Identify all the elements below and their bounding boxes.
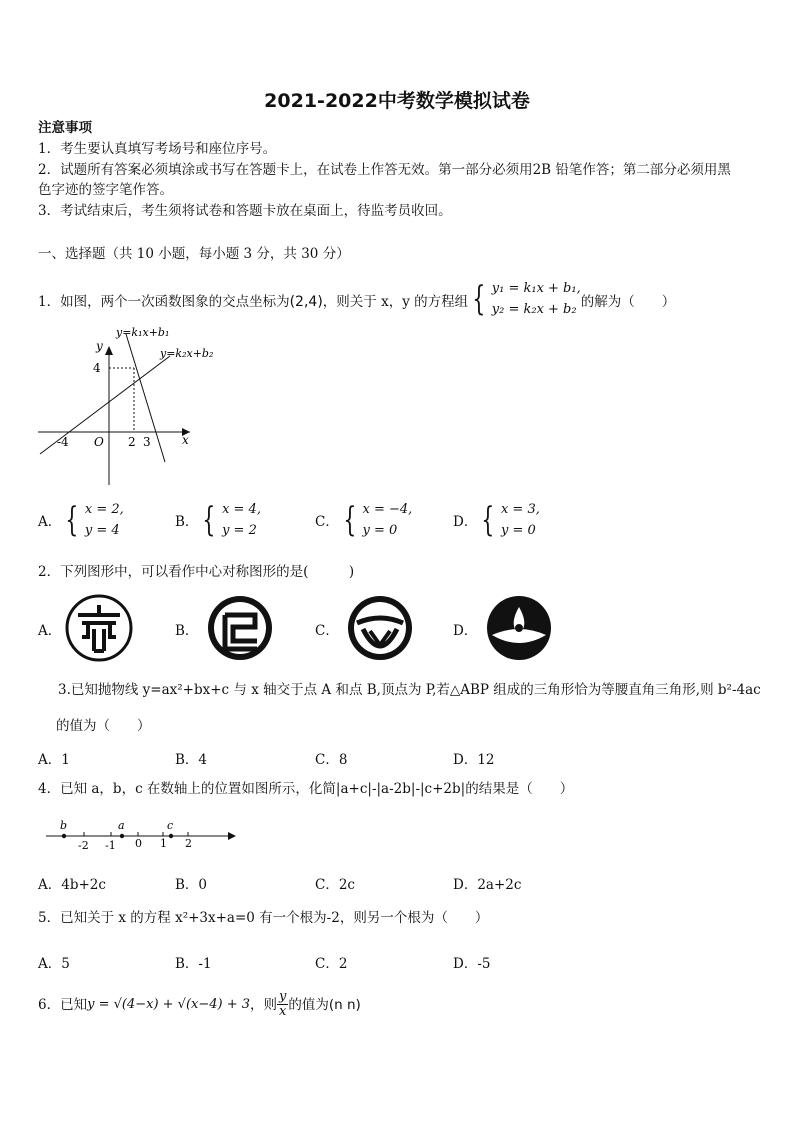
q4-option-c[interactable]: C．2c [315,877,355,893]
notice-item-2-cont: 色字迹的签字笔作答。 [38,182,173,198]
tick-neg4: -4 [57,435,69,449]
q1-d-l1: x = 3, [500,502,540,517]
q1-function-graph [30,320,220,490]
q4-option-a[interactable]: A．4b+2c [38,877,106,893]
q1-c-l2: y = 0 [362,523,398,538]
tick-0: 0 [135,837,142,850]
section-heading: 一、选择题（共 10 小题，每小题 3 分，共 30 分） [38,246,350,262]
label-c: c [167,819,174,832]
q6-fraction [277,990,288,1019]
notice-heading: 注意事项 [38,120,92,136]
origin-label: O [94,435,104,449]
q1-option-c-letter: C． [315,514,339,530]
tick-3: 3 [143,435,151,449]
notice-item-3: 3．考试结束后，考生须将试卷和答题卡放在桌面上，待监考员收回。 [38,203,452,219]
q1-d-l2: y = 0 [500,523,536,538]
q3-option-a[interactable]: A．1 [38,752,70,768]
q1-a-l1: x = 2, [84,502,124,517]
q1-option-d[interactable]: D． { x = 3, y = 0 [453,500,540,540]
q2-option-a-letter[interactable]: A． [38,623,62,639]
q6-tail: (n n) [328,996,361,1013]
q2-emblem-b-icon[interactable] [205,593,275,663]
q6-stem-b: ，则 [250,996,278,1013]
line1-label: y=k₁x+b₁ [116,326,170,339]
q2-option-b-letter[interactable]: B． [175,623,199,639]
q2-option-d-letter[interactable]: D． [453,623,478,639]
tick-1: 1 [160,837,167,850]
tick-neg2: -2 [78,839,89,852]
q1-option-d-letter: D． [453,514,478,530]
tick-2: 2 [185,837,192,850]
tick-neg1: -1 [105,839,116,852]
q5-option-c[interactable]: C．2 [315,956,348,972]
q2-option-c-letter[interactable]: C． [315,623,339,639]
q5-option-b[interactable]: B．-1 [175,956,212,972]
q1-option-b-letter: B． [175,514,199,530]
label-b: b [60,819,68,832]
y-axis-label: y [96,339,103,353]
q6-denominator: x [279,1004,287,1019]
q1-option-a[interactable]: A． { x = 2, y = 4 [38,500,124,540]
q5-option-a[interactable]: A．5 [38,956,70,972]
question-5-stem: 5．已知关于 x 的方程 x²+3x+a=0 有一个根为-2，则另一个根为（ ） [38,910,489,926]
tick-4: 4 [93,361,101,375]
question-4-stem: 4．已知 a，b，c 在数轴上的位置如图所示，化简|a+c|-|a-2b|-|c+2b|的结果是（ ） [38,781,574,797]
q2-emblem-a-icon[interactable] [64,593,134,663]
q6-numerator: y [279,989,287,1004]
q5-option-d[interactable]: D．-5 [453,956,491,972]
q6-stem-a: 6．已知 [38,996,88,1013]
x-axis-label: x [182,433,189,447]
q1-b-l1: x = 4, [222,502,261,517]
q6-stem-c: 的值为 [288,996,329,1013]
page-title: 2021-2022中考数学模拟试卷 [264,90,530,112]
q1-point: (2,4) [289,294,323,310]
question-2-stem: 2．下列图形中，可以看作中心对称图形的是( ) [38,564,355,580]
notice-item-2: 2．试题所有答案必须填涂或书写在答题卡上，在试卷上作答无效。第一部分必须用2B 铅笔作答；第二部分必须用黑 [38,162,731,178]
question-1-stem [38,279,676,320]
question-6-stem [38,990,361,1019]
q2-emblem-c-icon[interactable] [345,593,415,663]
label-a: a [118,819,125,832]
question-3-stem-cont: 的值为（ ） [56,718,151,734]
q1-stem-c: 的解为（ ） [580,294,676,310]
q3-option-b[interactable]: B．4 [175,752,208,768]
point-c [169,834,173,838]
question-3-stem: 3.已知抛物线 y=ax²+bx+c 与 x 轴交于点 A 和点 B,顶点为 P,若△ABP 组成的三角形恰为等腰直角三角形,则 b²-4ac [58,682,761,698]
q1-option-c[interactable]: C． { x = −4, y = 0 [315,500,413,540]
tick-2: 2 [128,435,136,449]
q1-eq1: y₁ = k₁x + b₁, [491,281,581,296]
line2-label: y=k₂x+b₂ [160,347,214,360]
q4-number-line [40,814,240,854]
q2-emblem-d-icon[interactable] [484,593,554,663]
q3-option-c[interactable]: C．8 [315,752,348,768]
q4-option-b[interactable]: B．0 [175,877,208,893]
q1-eq2: y₂ = k₂x + b₂ [491,302,577,317]
q1-stem-a: 1．如图，两个一次函数图象的交点坐标为 [38,294,290,310]
q3-option-d[interactable]: D．12 [453,752,495,768]
point-b [62,834,66,838]
q1-option-a-letter: A． [38,514,62,530]
q1-b-l2: y = 2 [222,523,257,538]
point-a [120,834,124,838]
q6-expression: y = √(4−x) + √(x−4) + 3 [87,996,251,1012]
q1-option-b[interactable]: B． { x = 4, y = 2 [175,500,261,540]
y-axis-arrow [105,346,113,355]
q1-c-l1: x = −4, [362,502,413,517]
q4-option-d[interactable]: D．2a+2c [453,877,522,893]
notice-item-1: 1．考生要认真填写考场号和座位序号。 [38,141,277,157]
q1-stem-b: ，则关于 x，y 的方程组 [322,294,469,310]
q1-a-l2: y = 4 [84,523,120,538]
q1-equation-system: { y₁ = k₁x + b₁, y₂ = k₂x + b₂ [472,279,581,319]
